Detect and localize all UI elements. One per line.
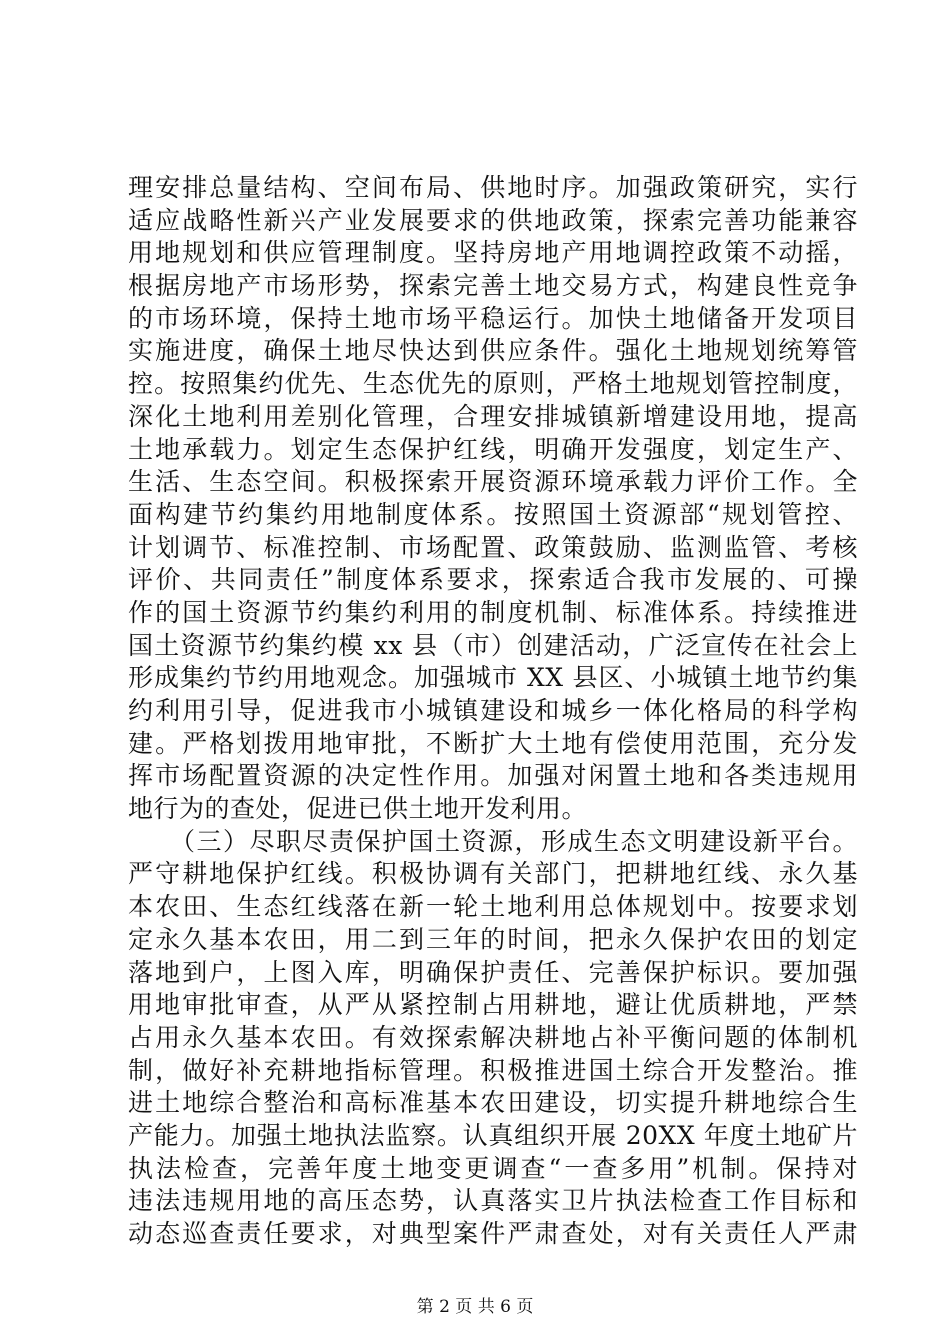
text-line: 实施进度，确保土地尽快达到供应条件。强化土地规划统筹管 [128,336,858,366]
text-line: 评价、共同责任”制度体系要求，探索适合我市发展的、可操 [128,565,858,595]
text-line: 制，做好补充耕地指标管理。积极推进国土综合开发整治。推 [128,1055,858,1085]
text-line: 产能力。加强土地执法监察。认真组织开展 20XX 年度土地矿片 [128,1120,858,1150]
text-line: 挥市场配置资源的决定性作用。加强对闲置土地和各类违规用 [128,761,858,791]
section-heading-line: （三）尽职尽责保护国土资源，形成生态文明建设新平台。 [170,826,858,856]
text-line: 落地到户，上图入库，明确保护责任、完善保护标识。要加强 [128,957,858,987]
text-line: 本农田、生态红线落在新一轮土地利用总体规划中。按要求划 [128,892,858,922]
text-line: 适应战略性新兴产业发展要求的供地政策，探索完善功能兼容 [128,205,858,235]
text-line: 动态巡查责任要求，对典型案件严肃查处，对有关责任人严肃 [128,1219,858,1248]
text-line: 国土资源节约集约模 xx 县（市）创建活动，广泛宣传在社会上 [128,630,858,660]
text-line: 作的国土资源节约集约利用的制度机制、标准体系。持续推进 [128,597,858,627]
text-line: 违法违规用地的高压态势，认真落实卫片执法检查工作目标和 [128,1186,858,1216]
text-line: 土地承载力。划定生态保护红线，明确开发强度，划定生产、 [128,434,858,464]
body-text [128,172,858,1251]
text-line: 理安排总量结构、空间布局、供地时序。加强政策研究，实行 [128,173,858,202]
text-line: 控。按照集约优先、生态优先的原则，严格土地规划管控制度， [128,369,858,399]
text-line: 用地规划和供应管理制度。坚持房地产用地调控政策不动摇， [128,238,858,268]
text-line: 面构建节约集约用地制度体系。按照国土资源部“规划管控、 [128,499,858,529]
text-line: 用地审批审查，从严从紧控制占用耕地，避让优质耕地，严禁 [128,990,858,1020]
text-line: 根据房地产市场形势，探索完善土地交易方式，构建良性竞争 [128,271,858,301]
text-line: 深化土地利用差别化管理，合理安排城镇新增建设用地，提高 [128,401,858,431]
paragraph-end-line: 地行为的查处，促进已供土地开发利用。 [128,794,588,824]
text-line: 约利用引导，促进我市小城镇建设和城乡一体化格局的科学构 [128,696,858,725]
text-line: 形成集约节约用地观念。加强城市 XX 县区、小城镇土地节约集 [128,663,858,693]
text-line: 生活、生态空间。积极探索开展资源环境承载力评价工作。全 [128,467,858,497]
text-line: 定永久基本农田，用二到三年的时间，把永久保护农田的划定 [128,924,858,954]
text-line: 严守耕地保护红线。积极协调有关部门，把耕地红线、永久基 [128,859,858,889]
text-line: 进土地综合整治和高标准基本农田建设，切实提升耕地综合生 [128,1088,858,1118]
text-line: 执法检查，完善年度土地变更调查“一查多用”机制。保持对 [128,1153,858,1183]
page-number: 第 2 页 共 6 页 [416,1297,534,1317]
text-line: 占用永久基本农田。有效探索解决耕地占补平衡问题的体制机 [128,1022,858,1052]
text-line: 的市场环境，保持土地市场平稳运行。加快土地储备开发项目 [128,303,858,333]
text-line: 建。严格划拨用地审批，不断扩大土地有偿使用范围，充分发 [128,728,858,758]
text-line: 计划调节、标准控制、市场配置、政策鼓励、监测监管、考核 [128,532,858,562]
